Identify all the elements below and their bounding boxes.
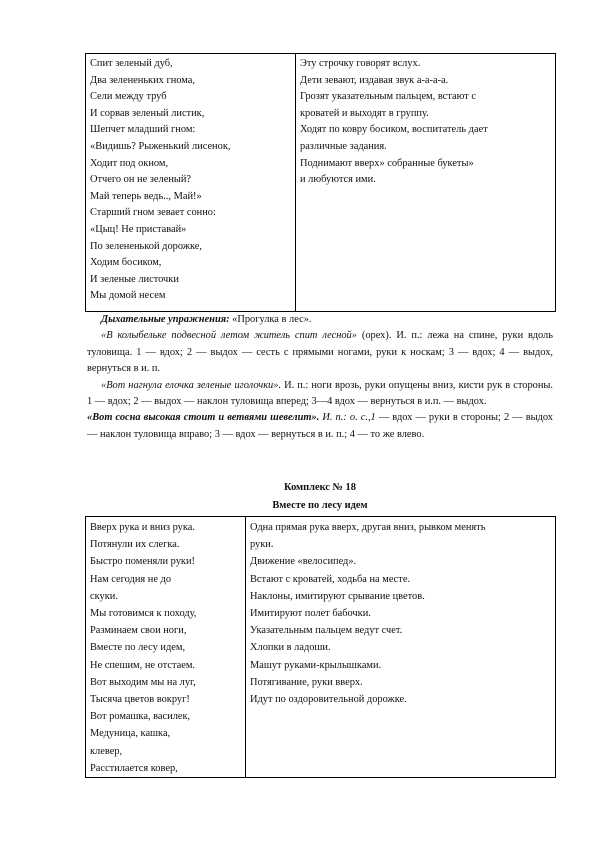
action-line: и любуются ими. bbox=[300, 174, 376, 186]
poem-line: И сорвав зеленый листик, bbox=[90, 107, 205, 119]
action-line: Встают с кроватей, ходьба на месте. bbox=[250, 573, 411, 585]
poem-line: Старший гном зевает сонно: bbox=[90, 207, 216, 219]
complex-subtitle: Вместе по лесу идем bbox=[272, 500, 368, 511]
exercise-2-text: И. п.: ноги врозь, руки опущены вниз, кисти рук в стороны. 1 — вдох; 2 — выдох — наклон туловища вперед; 3—4 вдох — вернуться в и.п. — выдох. bbox=[87, 379, 553, 408]
exercise-2-rhyme: «Вот нагнула елочка зеленые иголочки». bbox=[101, 379, 282, 391]
poem-line: Не спешим, не отстаем. bbox=[90, 659, 196, 671]
breathing-title: «Прогулка в лес». bbox=[229, 314, 312, 325]
poem-line: Сели между труб bbox=[90, 91, 167, 103]
poem-line: Мы домой несем bbox=[90, 290, 166, 302]
poem-line: Вверх рука и вниз рука. bbox=[90, 522, 195, 533]
action-line: Имитируют полет бабочки. bbox=[250, 608, 371, 620]
poem-line: Май теперь ведь.., Май!» bbox=[90, 190, 202, 202]
exercise-3-rhyme: «Вот сосна высокая стоит и ветвями шевелит». bbox=[87, 412, 320, 424]
poem-line: Отчего он не зеленый? bbox=[90, 174, 192, 186]
exercise-3-position: И. п.: о. с.,1 bbox=[319, 412, 376, 424]
poem-line: Вот выходим мы на луг, bbox=[90, 676, 196, 688]
poem-line: Разминаем свои ноги, bbox=[90, 625, 187, 637]
action-line: Грозят указательным пальцем, встают с bbox=[300, 91, 476, 103]
poem-line: скуки. bbox=[90, 590, 118, 602]
action-line: Идут по оздоровительной дорожке. bbox=[250, 694, 407, 706]
exercise-3-text: — вдох — руки в стороны; 2 — выдох — наклон туловища вправо; 3 — вдох — вернуться в и. п.; 4 — то же влево. bbox=[87, 412, 553, 440]
poem-line: Спит зеленый дуб, bbox=[90, 58, 173, 69]
action-text-cell bbox=[296, 54, 556, 312]
breathing-exercises bbox=[87, 312, 553, 443]
exercise-paragraph-1 bbox=[87, 328, 553, 377]
poem-table-2 bbox=[85, 516, 556, 778]
poem-line: Ходит под окном, bbox=[90, 157, 169, 169]
poem-line: «Цыц! Не приставай» bbox=[90, 223, 187, 235]
poem-line: Медуница, кашка, bbox=[90, 728, 171, 740]
poem-table-1 bbox=[85, 53, 556, 312]
action-line: Наклоны, имитируют срывание цветов. bbox=[250, 590, 425, 602]
poem-line: Нам сегодня не до bbox=[90, 573, 172, 585]
action-line: кроватей и выходят в группу. bbox=[300, 107, 429, 119]
poem-line: Вместе по лесу идем, bbox=[90, 642, 186, 654]
breathing-label: Дыхательные упражнения: bbox=[101, 314, 230, 325]
poem-text-cell bbox=[86, 54, 296, 312]
action-line: Хлопки в ладоши. bbox=[250, 642, 331, 654]
action-line: Эту строчку говорят вслух. bbox=[300, 58, 421, 69]
action-line: Движение «велосипед». bbox=[250, 556, 357, 568]
poem-text-cell bbox=[86, 517, 246, 778]
poem-line: «Видишь? Рыженький лисенок, bbox=[90, 140, 231, 152]
poem-line: По зелененькой дорожке, bbox=[90, 240, 202, 252]
complex-title: Комплекс № 18 bbox=[284, 482, 356, 493]
poem-line: Расстилается ковер, bbox=[90, 762, 178, 774]
poem-line: Ходим босиком, bbox=[90, 257, 162, 269]
action-line: Одна прямая рука вверх, другая вниз, рывком менять bbox=[250, 522, 486, 533]
exercise-paragraph-3 bbox=[87, 410, 553, 443]
poem-line: Вот ромашка, василек, bbox=[90, 711, 191, 723]
poem-line: Мы готовимся к походу, bbox=[90, 608, 197, 620]
action-line: Дети зевают, издавая звук а-а-а-а. bbox=[300, 74, 449, 86]
action-line: Ходят по ковру босиком, воспитатель дает bbox=[300, 124, 488, 136]
exercise-paragraph-2 bbox=[87, 378, 553, 411]
poem-line: клевер, bbox=[90, 745, 123, 757]
action-line: Указательным пальцем ведут счет. bbox=[250, 625, 403, 637]
action-line: Потягивание, руки вверх. bbox=[250, 676, 363, 688]
poem-line: Быстро поменяли руки! bbox=[90, 556, 195, 568]
poem-line: И зеленые листочки bbox=[90, 273, 179, 285]
action-line: Поднимают вверх» собранные букеты» bbox=[300, 157, 474, 169]
breathing-heading bbox=[87, 312, 553, 328]
poem-line: Тысяча цветов вокруг! bbox=[90, 694, 190, 706]
action-line: различные задания. bbox=[300, 140, 387, 152]
poem-line: Шепчет младший гном: bbox=[90, 124, 196, 136]
action-text-cell bbox=[246, 517, 556, 778]
exercise-1-text: (орех). И. п.: лежа на спине, руки вдоль туловища. 1 — вдох; 2 — выдох — сесть с прямыми ногами, руки к носкам; 3 — вдох; 4 — выдох, вернуться в и. п. bbox=[87, 330, 553, 375]
action-line: руки. bbox=[250, 539, 274, 551]
poem-line: Два зелененьких гнома, bbox=[90, 74, 195, 86]
poem-line: Потянули их слегка. bbox=[90, 539, 180, 551]
action-line: Машут руками-крылышками. bbox=[250, 659, 382, 671]
exercise-1-rhyme: «В колыбельке подвесной летом житель спит лесной» bbox=[101, 330, 357, 342]
